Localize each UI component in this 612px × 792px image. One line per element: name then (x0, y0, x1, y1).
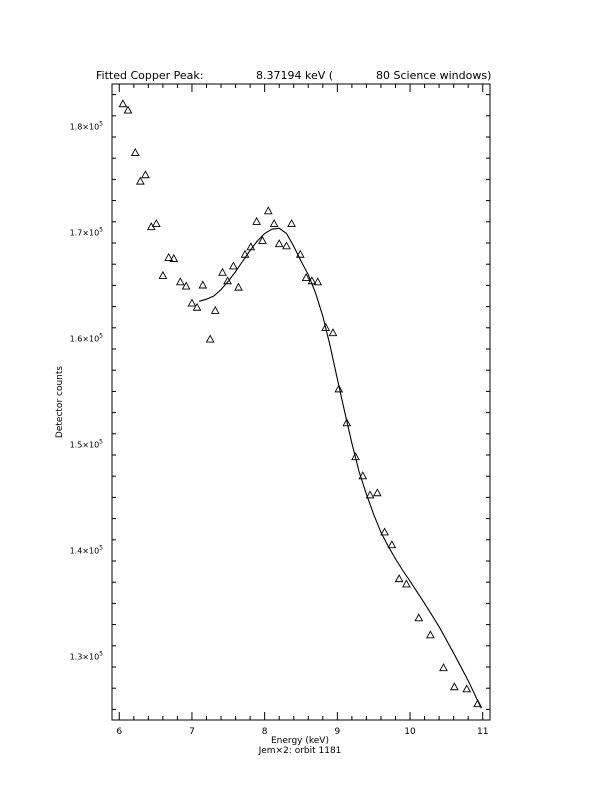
data-point (276, 240, 283, 247)
data-point (451, 683, 458, 690)
data-point (440, 664, 447, 671)
data-points-layer (119, 100, 481, 707)
data-point (212, 307, 219, 314)
x-tick-label: 9 (334, 727, 341, 737)
data-point (188, 299, 195, 306)
data-point (159, 272, 166, 279)
x-tick-label: 11 (477, 727, 489, 737)
data-point (288, 220, 295, 227)
data-point (388, 541, 395, 548)
data-point (219, 269, 226, 276)
x-tick-label: 8 (261, 727, 268, 737)
data-point (427, 631, 434, 638)
plot-frame (112, 84, 490, 720)
chart-title-value: 8.37194 keV ( (256, 69, 334, 82)
data-point (137, 178, 144, 185)
y-tick-label: $1.5\times 10^5$ (69, 438, 103, 450)
y-tick-label: $1.6\times 10^5$ (69, 332, 103, 344)
x-axis-ticks (116, 84, 488, 737)
data-point (253, 218, 260, 225)
data-point (265, 207, 272, 214)
data-point (199, 281, 206, 288)
data-point (230, 262, 237, 269)
data-point (283, 242, 290, 249)
y-tick-label: $1.3\times 10^5$ (69, 650, 103, 662)
data-point (403, 580, 410, 587)
data-point (415, 614, 422, 621)
data-point (374, 489, 381, 496)
data-point (207, 335, 214, 342)
y-tick-label: $1.8\times 10^5$ (69, 120, 103, 132)
data-point (396, 575, 403, 582)
y-tick-label: $1.4\times 10^5$ (69, 544, 103, 556)
data-point (132, 149, 139, 156)
chart-title-left: Fitted Copper Peak: (96, 69, 204, 82)
data-point (142, 171, 149, 178)
data-point (124, 107, 131, 114)
x-axis-label: Energy (keV) (271, 736, 329, 746)
fit-curve (199, 228, 481, 708)
data-point (329, 329, 336, 336)
data-point (153, 220, 160, 227)
y-axis-ticks (70, 95, 490, 710)
y-tick-label: $1.7\times 10^5$ (69, 226, 103, 238)
data-point (463, 685, 470, 692)
data-point (177, 278, 184, 285)
fit-curve-layer (199, 228, 481, 708)
x-tick-label: 6 (116, 727, 123, 737)
data-point (235, 284, 242, 291)
data-point (271, 220, 278, 227)
chart-title-right: 80 Science windows) (376, 69, 492, 82)
x-tick-label: 10 (404, 727, 416, 737)
x-tick-label: 7 (189, 727, 195, 737)
data-point (119, 100, 126, 107)
y-axis-label: Detector counts (55, 365, 65, 439)
chart-caption: Jem×2: orbit 1181 (258, 746, 342, 756)
